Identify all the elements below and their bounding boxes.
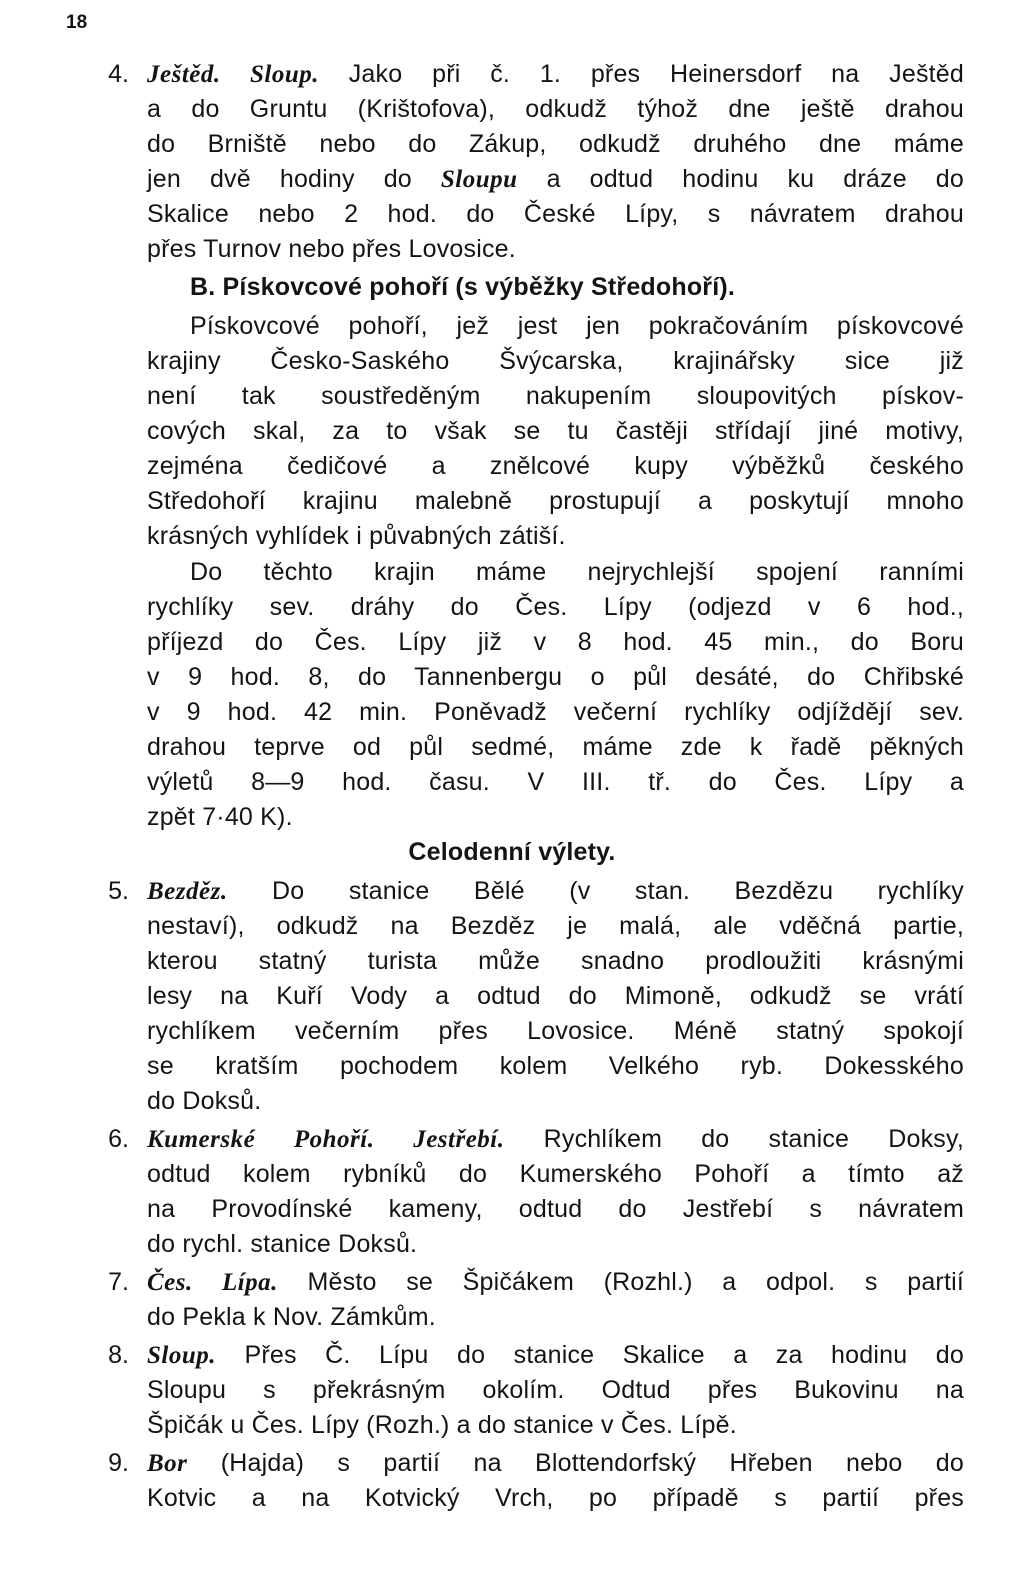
section-title: Kumerské Pohoří. Jestřebí. xyxy=(147,1126,505,1153)
paragraph-line: v 9 hod. 8, do Tannenbergu o půl desáté, do Chřibské xyxy=(147,663,964,691)
section-text: a odtud hodinu ku dráze do xyxy=(546,165,964,193)
section-7-line: do Pekla k Nov. Zámkům. xyxy=(147,1303,436,1331)
section-5-line: rychlíkem večerním přes Lovosice. Méně statný spokojí xyxy=(147,1017,964,1045)
section-title: Čes. Lípa. xyxy=(147,1269,278,1296)
section-5-line: nestaví), odkudž na Bezděz je malá, ale vděčná partie, xyxy=(147,912,964,940)
section-9-line-1 xyxy=(147,1446,964,1480)
section-4-line: a do Gruntu (Krištofova), odkudž týhož dne ještě drahou xyxy=(147,95,964,123)
section-text: Rychlíkem do stanice Doksy, xyxy=(543,1125,964,1153)
section-heading: B. Pískovcové pohoří (s výběžky Středohoří). xyxy=(190,273,736,301)
paragraph-line: rychlíky sev. dráhy do Čes. Lípy (odjezd v 6 hod., xyxy=(147,593,964,621)
section-number: 5. xyxy=(108,877,129,905)
paragraph-line: zejména čedičové a znělcové kupy výběžků českého xyxy=(147,452,964,480)
section-5-line-1 xyxy=(147,874,964,908)
paragraph-line: cových skal, za to však se tu častěji střídají jiné motivy, xyxy=(147,417,964,445)
section-6-line-1 xyxy=(147,1122,964,1156)
section-title: Sloup. xyxy=(147,1342,217,1369)
paragraph-line: drahou teprve od půl sedmé, máme zde k řadě pěkných xyxy=(147,733,964,761)
section-text: Město se Špičákem (Rozhl.) a odpol. s partií xyxy=(307,1268,964,1296)
section-text: Jako při č. 1. přes Heinersdorf na Ještěd xyxy=(348,60,964,88)
section-number: 8. xyxy=(108,1341,129,1369)
section-5-line: do Doksů. xyxy=(147,1087,262,1115)
section-number: 9. xyxy=(108,1449,129,1477)
section-8-line: Špičák u Čes. Lípy (Rozh.) a do stanice v Čes. Lípě. xyxy=(147,1411,737,1439)
section-5-line: se kratším pochodem kolem Velkého ryb. Dokesského xyxy=(147,1052,964,1080)
section-title: Ještěd. Sloup. xyxy=(147,61,319,88)
place-name: Sloupu xyxy=(440,166,518,193)
section-4-line: přes Turnov nebo přes Lovosice. xyxy=(147,235,516,263)
section-7-line-1 xyxy=(147,1265,964,1299)
section-4-line: do Brniště nebo do Zákup, odkudž druhého dne máme xyxy=(147,130,964,158)
section-4-line-1 xyxy=(147,57,964,91)
section-8-line: Sloupu s překrásným okolím. Odtud přes Bukovinu na xyxy=(147,1376,964,1404)
section-number: 6. xyxy=(108,1125,129,1153)
paragraph-line: krajiny Česko-Saského Švýcarska, krajinářsky sice již xyxy=(147,347,964,375)
section-6-line: odtud kolem rybníků do Kumerského Pohoří a tímto až xyxy=(147,1160,964,1188)
section-number: 4. xyxy=(108,60,129,88)
paragraph-line: v 9 hod. 42 min. Poněvadž večerní rychlíky odjíždějí sev. xyxy=(147,698,964,726)
paragraph-line: krásných vyhlídek i půvabných zátiší. xyxy=(147,522,566,550)
section-4-line-4 xyxy=(147,162,964,196)
section-9-line: Kotvic a na Kotvický Vrch, po případě s partií přes xyxy=(147,1484,964,1512)
section-number: 7. xyxy=(108,1268,129,1296)
paragraph-line: Do těchto krajin máme nejrychlejší spojení ranními xyxy=(190,558,964,586)
section-text: (Hajda) s partií na Blottendorfský Hřeben nebo do xyxy=(220,1449,964,1477)
paragraph-line: výletů 8—9 hod. času. V III. tř. do Čes. Lípy a xyxy=(147,768,964,796)
paragraph-line: příjezd do Čes. Lípy již v 8 hod. 45 min., do Boru xyxy=(147,628,964,656)
section-6-line: do rychl. stanice Doksů. xyxy=(147,1230,418,1258)
section-5-line: lesy na Kuří Vody a odtud do Mimoně, odkudž se vrátí xyxy=(147,982,964,1010)
paragraph-line: Středohoří krajinu malebně prostupují a poskytují mnoho xyxy=(147,487,964,515)
paragraph-line: zpět 7·40 K). xyxy=(147,803,293,831)
section-6-line: na Provodínské kameny, odtud do Jestřebí s návratem xyxy=(147,1195,964,1223)
page-number: 18 xyxy=(66,12,88,33)
subsection-heading: Celodenní výlety. xyxy=(408,838,616,866)
section-title: Bezděz. xyxy=(147,878,228,905)
section-5-line: kterou statný turista může snadno prodloužiti krásnými xyxy=(147,947,964,975)
section-text: Do stanice Bělé (v stan. Bezdězu rychlíky xyxy=(272,877,964,905)
section-text: Přes Č. Lípu do stanice Skalice a za hodinu do xyxy=(244,1341,964,1369)
section-title: Bor xyxy=(147,1450,188,1477)
section-4-line: Skalice nebo 2 hod. do České Lípy, s návratem drahou xyxy=(147,200,964,228)
paragraph-line: Pískovcové pohoří, jež jest jen pokračováním pískovcové xyxy=(190,312,964,340)
section-text: jen dvě hodiny do xyxy=(147,165,412,193)
paragraph-line: není tak soustředěným nakupením sloupovitých pískov- xyxy=(147,382,964,410)
section-8-line-1 xyxy=(147,1338,964,1372)
